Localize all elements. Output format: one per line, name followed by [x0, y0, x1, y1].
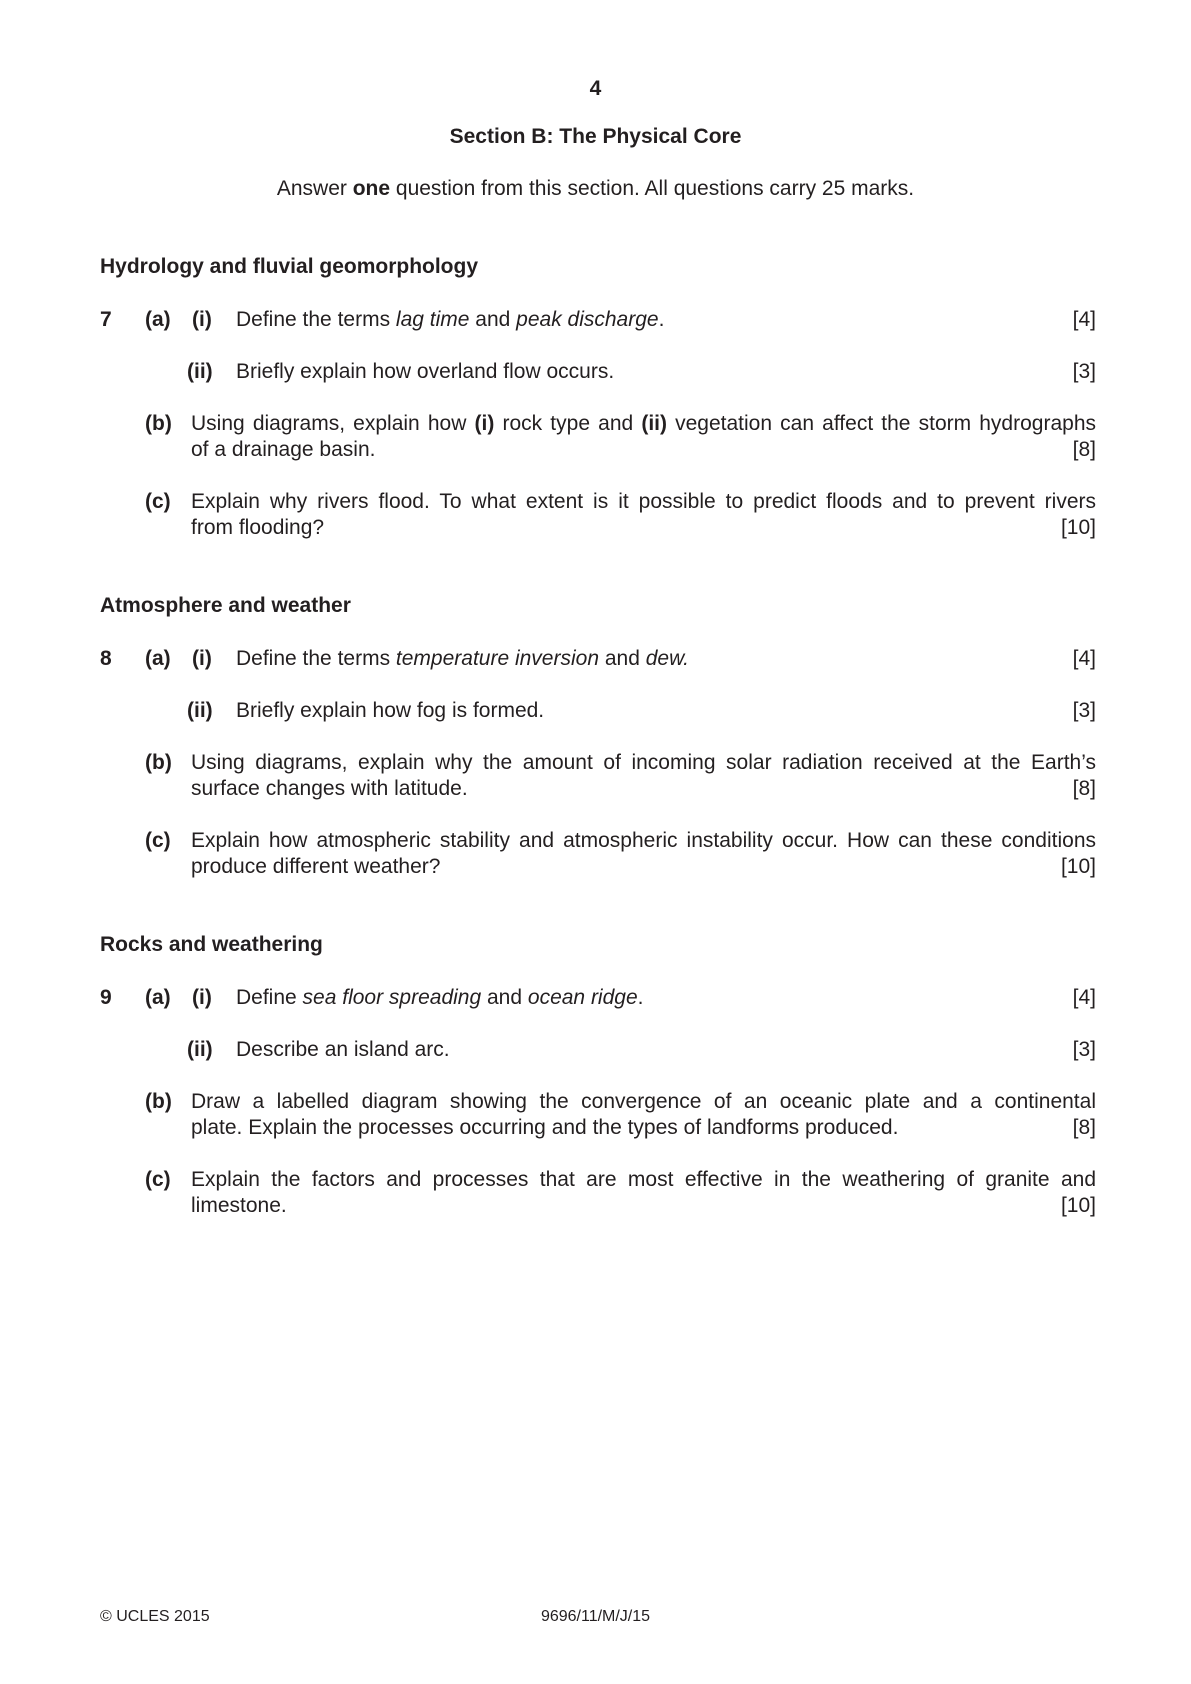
q9b-line-1: Draw a labelled diagram showing the convergence of an oceanic plate and a continental: [191, 1090, 1096, 1113]
section-title: Section B: The Physical Core: [449, 125, 742, 148]
instructions: [0, 176, 1191, 202]
q8c-line-2: produce different weather?: [191, 855, 441, 878]
subpart-label-7a-ii: (ii): [187, 360, 213, 383]
part-label-9b: (b): [145, 1090, 172, 1113]
q8b-line-2: surface changes with latitude.: [191, 777, 468, 800]
q7ai-text-2: and: [469, 308, 517, 331]
mark-7a-ii: [3]: [1072, 360, 1096, 383]
part-label-8c: (c): [145, 829, 171, 852]
question-text-9b: [191, 1089, 1096, 1141]
q7ai-term-1: lag time: [395, 308, 470, 331]
subpart-label-8a-ii: (ii): [187, 699, 213, 722]
question-text-8b: [191, 750, 1096, 802]
q8b-line-1: Using diagrams, explain why the amount of incoming solar radiation received at the Earth’s: [191, 751, 1096, 774]
mark-7a-i: [4]: [1072, 308, 1096, 331]
subpart-label-9a-ii: (ii): [187, 1038, 213, 1061]
part-label-7a: (a): [145, 308, 171, 331]
part-label-7c: (c): [145, 490, 171, 513]
q8ai-text-1: Define the terms: [236, 647, 396, 670]
mark-8a-ii: [3]: [1072, 699, 1096, 722]
mark-9a-i: [4]: [1072, 986, 1096, 1009]
topic-heading-7: Hydrology and fluvial geomorphology: [100, 255, 479, 278]
subpart-label-8a-i: (i): [192, 647, 212, 670]
footer-paper-code: 9696/11/M/J/15: [540, 1608, 651, 1625]
question-text-8a-ii: Briefly explain how fog is formed.: [236, 699, 545, 722]
question-number-8: 8: [100, 647, 112, 670]
footer-copyright: © UCLES 2015: [100, 1608, 210, 1625]
mark-7c: [10]: [1060, 516, 1096, 539]
part-label-8a: (a): [145, 647, 171, 670]
q9ai-term-1: sea floor spreading: [302, 986, 482, 1009]
q9c-line-1: Explain the factors and processes that are most effective in the weathering of granite and: [191, 1168, 1096, 1191]
part-label-7b: (b): [145, 412, 172, 435]
instructions-bold: one: [352, 177, 391, 200]
q9ai-text-1: Define: [236, 986, 303, 1009]
question-text-9c: [191, 1167, 1096, 1219]
q7b-text-b: (i): [474, 412, 495, 435]
question-text-9a-i: [236, 985, 1056, 1011]
question-text-8c: [191, 828, 1096, 880]
topic-heading-8: Atmosphere and weather: [100, 594, 351, 617]
question-number-9: 9: [100, 986, 112, 1009]
q7ai-text-3: .: [658, 308, 665, 331]
mark-7b: [8]: [1072, 438, 1096, 461]
question-text-8a-i: [236, 646, 1056, 672]
q8c-line-1: Explain how atmospheric stability and atmospheric instability occur. How can these conditions: [191, 829, 1096, 852]
mark-8b: [8]: [1072, 777, 1096, 800]
q7b-line-2: of a drainage basin.: [191, 438, 376, 461]
q8ai-term-1: temperature inversion: [395, 647, 600, 670]
q9ai-term-2: ocean ridge: [527, 986, 638, 1009]
mark-9b: [8]: [1072, 1116, 1096, 1139]
part-label-9a: (a): [145, 986, 171, 1009]
q9c-line-2: limestone.: [191, 1194, 287, 1217]
q7b-line-1: [191, 411, 1096, 437]
q9ai-text-3: .: [637, 986, 644, 1009]
q9b-line-2: plate. Explain the processes occurring and the types of landforms produced.: [191, 1116, 899, 1139]
mark-9c: [10]: [1060, 1194, 1096, 1217]
q7c-line-2: from flooding?: [191, 516, 325, 539]
q9ai-text-2: and: [481, 986, 528, 1009]
question-text-7a-i: [236, 307, 1056, 333]
subpart-label-9a-i: (i): [192, 986, 212, 1009]
question-text-7a-ii: Briefly explain how overland flow occurs.: [236, 360, 615, 383]
q8ai-term-2: dew.: [645, 647, 689, 670]
q8ai-text-2: and: [599, 647, 646, 670]
question-number-7: 7: [100, 308, 112, 331]
mark-8c: [10]: [1060, 855, 1096, 878]
q7b-text-e: vegetation can affect the storm hydrographs: [666, 412, 1096, 435]
question-text-7b: [191, 411, 1096, 463]
part-label-9c: (c): [145, 1168, 171, 1191]
part-label-8b: (b): [145, 751, 172, 774]
q7b-text-c: rock type and: [494, 412, 642, 435]
subpart-label-7a-i: (i): [192, 308, 212, 331]
question-text-9a-ii: Describe an island arc.: [236, 1038, 450, 1061]
mark-9a-ii: [3]: [1072, 1038, 1096, 1061]
page-number: 4: [589, 77, 602, 100]
q7ai-text-1: Define the terms: [236, 308, 396, 331]
question-text-7c: [191, 489, 1096, 541]
q7c-line-1: Explain why rivers flood. To what extent is it possible to predict floods and to prevent rivers: [191, 490, 1096, 513]
instructions-pre: Answer: [276, 177, 353, 200]
q7b-text-d: (ii): [641, 412, 667, 435]
mark-8a-i: [4]: [1072, 647, 1096, 670]
q7b-text-a: Using diagrams, explain how: [191, 412, 475, 435]
instructions-post: question from this section. All questions carry 25 marks.: [390, 177, 915, 200]
q7ai-term-2: peak discharge: [516, 308, 659, 331]
topic-heading-9: Rocks and weathering: [100, 933, 323, 956]
